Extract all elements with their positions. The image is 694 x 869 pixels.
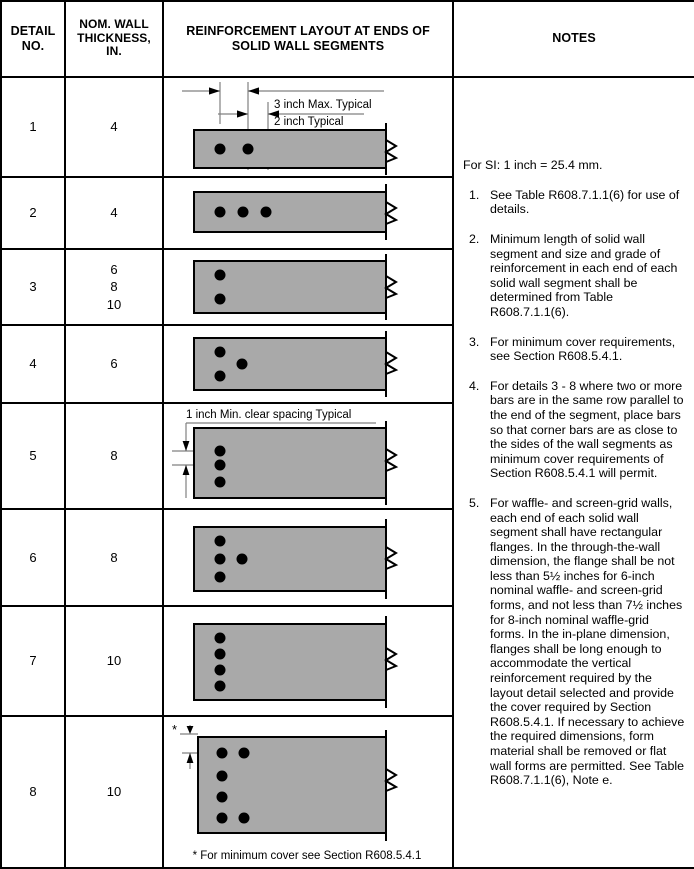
annotation-clear-spacing: 1 inch Min. clear spacing Typical bbox=[186, 409, 352, 421]
rebar-dot bbox=[215, 294, 226, 305]
table-header-row bbox=[1, 1, 694, 77]
note-item bbox=[463, 188, 686, 217]
diagram-detail-2 bbox=[164, 178, 452, 248]
cell-reinforcement-diagram-5 bbox=[163, 403, 453, 509]
detail-2-svg bbox=[164, 178, 450, 248]
cell-detail-no: 5 bbox=[1, 403, 65, 509]
notes-content bbox=[463, 158, 686, 788]
cell-detail-no: 4 bbox=[1, 325, 65, 403]
header-nom-wall-line2: THICKNESS, IN. bbox=[77, 30, 151, 59]
diagram-detail-8 bbox=[164, 717, 452, 867]
rebar-dot bbox=[215, 371, 226, 382]
cell-reinforcement-diagram-1 bbox=[163, 77, 453, 177]
cell-detail-no: 1 bbox=[1, 77, 65, 177]
rebar-dot bbox=[243, 144, 254, 155]
break-symbol bbox=[386, 276, 396, 298]
rebar-dot bbox=[215, 207, 226, 218]
note-number: 3. bbox=[469, 334, 480, 349]
diagram-detail-7 bbox=[164, 607, 452, 715]
header-notes bbox=[453, 1, 694, 77]
annotation-asterisk: * bbox=[172, 722, 178, 737]
rebar-dot bbox=[239, 813, 250, 824]
detail-6-svg bbox=[164, 510, 450, 605]
diagram-detail-5 bbox=[164, 404, 452, 508]
thickness-line: 10 bbox=[106, 296, 122, 312]
break-symbol bbox=[386, 449, 396, 471]
rebar-dot bbox=[238, 207, 249, 218]
header-notes-label: NOTES bbox=[552, 31, 596, 46]
wall-segment bbox=[194, 261, 386, 313]
cell-nom-wall-thickness: 10 bbox=[65, 716, 163, 868]
note-text: See Table R608.7.1.1(6) for use of details. bbox=[490, 187, 680, 217]
detail-5-svg bbox=[164, 404, 450, 508]
table-row bbox=[1, 77, 694, 177]
header-reinforcement-layout bbox=[163, 1, 453, 77]
footnote-minimum-cover: * For minimum cover see Section R608.5.4.1 bbox=[192, 850, 422, 862]
header-nom-wall-line1: NOM. WALL bbox=[79, 16, 149, 31]
note-item bbox=[463, 335, 686, 364]
note-number: 1. bbox=[469, 187, 480, 202]
cell-detail-no: 7 bbox=[1, 606, 65, 716]
cell-reinforcement-diagram-8 bbox=[163, 716, 453, 868]
break-symbol bbox=[386, 547, 396, 569]
cell-nom-wall-thickness: 8 bbox=[65, 509, 163, 606]
cell-reinforcement-diagram-6 bbox=[163, 509, 453, 606]
cell-nom-wall-thickness: 6 bbox=[65, 325, 163, 403]
detail-8-svg bbox=[164, 717, 450, 867]
cell-reinforcement-diagram-7 bbox=[163, 606, 453, 716]
dimension-arrowheads bbox=[187, 726, 194, 763]
note-text: Minimum length of solid wall segment and size and grade of reinforcement in each end of each solid wall segment shall be determined from Table R608.7.1.1(6). bbox=[490, 232, 678, 319]
break-symbol bbox=[386, 648, 396, 670]
rebar-dot bbox=[215, 681, 226, 692]
cell-nom-wall-thickness bbox=[65, 249, 163, 325]
rebar-dot bbox=[215, 572, 226, 583]
diagram-detail-1 bbox=[164, 78, 452, 176]
header-detail-no-line1: DETAIL bbox=[10, 24, 56, 39]
cell-nom-wall-thickness: 4 bbox=[65, 177, 163, 249]
rebar-dot bbox=[215, 460, 226, 471]
cell-detail-no: 8 bbox=[1, 716, 65, 868]
rebar-dot bbox=[217, 748, 228, 759]
rebar-dot bbox=[215, 649, 226, 660]
wall-segment bbox=[194, 338, 386, 390]
rebar-dot bbox=[237, 554, 248, 565]
cell-detail-no: 6 bbox=[1, 509, 65, 606]
header-nom-wall-thickness bbox=[65, 1, 163, 77]
break-symbol bbox=[386, 202, 396, 224]
rebar-dot bbox=[215, 536, 226, 547]
cell-reinforcement-diagram-4 bbox=[163, 325, 453, 403]
rebar-dot bbox=[261, 207, 272, 218]
cell-nom-wall-thickness: 10 bbox=[65, 606, 163, 716]
note-item bbox=[463, 379, 686, 481]
thickness-line: 6 bbox=[110, 261, 118, 277]
rebar-dot bbox=[217, 792, 228, 803]
detail-7-svg bbox=[164, 607, 450, 715]
rebar-dot bbox=[239, 748, 250, 759]
rebar-dot bbox=[215, 554, 226, 565]
rebar-dot bbox=[215, 347, 226, 358]
note-text: For waffle- and screen-grid walls, each end of each solid wall segment shall have rectangular flanges. In the through-the-wall dimension, the flange shall be not less than 5½ inches for 6-inch nominal waffle- and screen-grid forms, and not less than 7½ inches for 8-inch nominal waffle-grid forms. In the in-plane dimension, flanges shall be long enough to accommodate the vertical reinforcement required by the layout detail selected and provide the cover required by Section R608.5.4.1. If necessary to achieve the required dimensions, form material shall be removed or flat wall forms are permitted. See Table R608.7.1.1(6), Note e. bbox=[490, 495, 685, 788]
note-text: For details 3 - 8 where two or more bars are in the same row parallel to the end of the segment, place bars so that corner bars are as close to the sides of the wall segments as minimum cover requirements of Section R608.5.4.1 will permit. bbox=[490, 378, 684, 481]
cell-notes bbox=[453, 77, 694, 868]
note-number: 2. bbox=[469, 232, 480, 246]
diagram-detail-3 bbox=[164, 250, 452, 324]
si-conversion-note: For SI: 1 inch = 25.4 mm. bbox=[463, 158, 603, 173]
header-layout-line2: SOLID WALL SEGMENTS bbox=[231, 38, 385, 53]
note-item bbox=[463, 232, 686, 320]
rebar-dot bbox=[215, 477, 226, 488]
annotation-3-inch-max: 3 inch Max. Typical bbox=[274, 99, 372, 111]
dimension-arrowheads bbox=[183, 441, 190, 475]
note-number: 4. bbox=[469, 378, 480, 393]
cell-reinforcement-diagram-2 bbox=[163, 177, 453, 249]
rebar-dot bbox=[217, 813, 228, 824]
rebar-dot bbox=[215, 144, 226, 155]
rebar-dot bbox=[215, 270, 226, 281]
break-symbol bbox=[386, 352, 396, 374]
cell-nom-wall-thickness: 4 bbox=[65, 77, 163, 177]
diagram-detail-4 bbox=[164, 326, 452, 402]
header-detail-no-line2: NO. bbox=[21, 38, 45, 53]
cell-detail-no: 3 bbox=[1, 249, 65, 325]
thickness-line: 8 bbox=[110, 279, 118, 295]
rebar-dot bbox=[237, 359, 248, 370]
header-detail-no bbox=[1, 1, 65, 77]
rebar-dot bbox=[215, 446, 226, 457]
note-number: 5. bbox=[469, 495, 480, 510]
break-symbol bbox=[386, 769, 396, 791]
cell-detail-no: 2 bbox=[1, 177, 65, 249]
detail-4-svg bbox=[164, 326, 450, 402]
detail-1-svg bbox=[164, 78, 450, 176]
diagram-detail-6 bbox=[164, 510, 452, 605]
header-layout-line1: REINFORCEMENT LAYOUT AT ENDS OF bbox=[186, 24, 430, 39]
break-symbol bbox=[386, 140, 396, 162]
rebar-dot bbox=[215, 633, 226, 644]
detail-3-svg bbox=[164, 250, 450, 324]
rebar-dot bbox=[217, 771, 228, 782]
rebar-dot bbox=[215, 665, 226, 676]
note-text: For minimum cover requirements, see Section R608.5.4.1. bbox=[490, 334, 676, 364]
annotation-2-inch: 2 inch Typical bbox=[274, 116, 344, 128]
cell-nom-wall-thickness: 8 bbox=[65, 403, 163, 509]
notes-list bbox=[463, 188, 686, 788]
cell-reinforcement-diagram-3 bbox=[163, 249, 453, 325]
note-item bbox=[463, 496, 686, 788]
